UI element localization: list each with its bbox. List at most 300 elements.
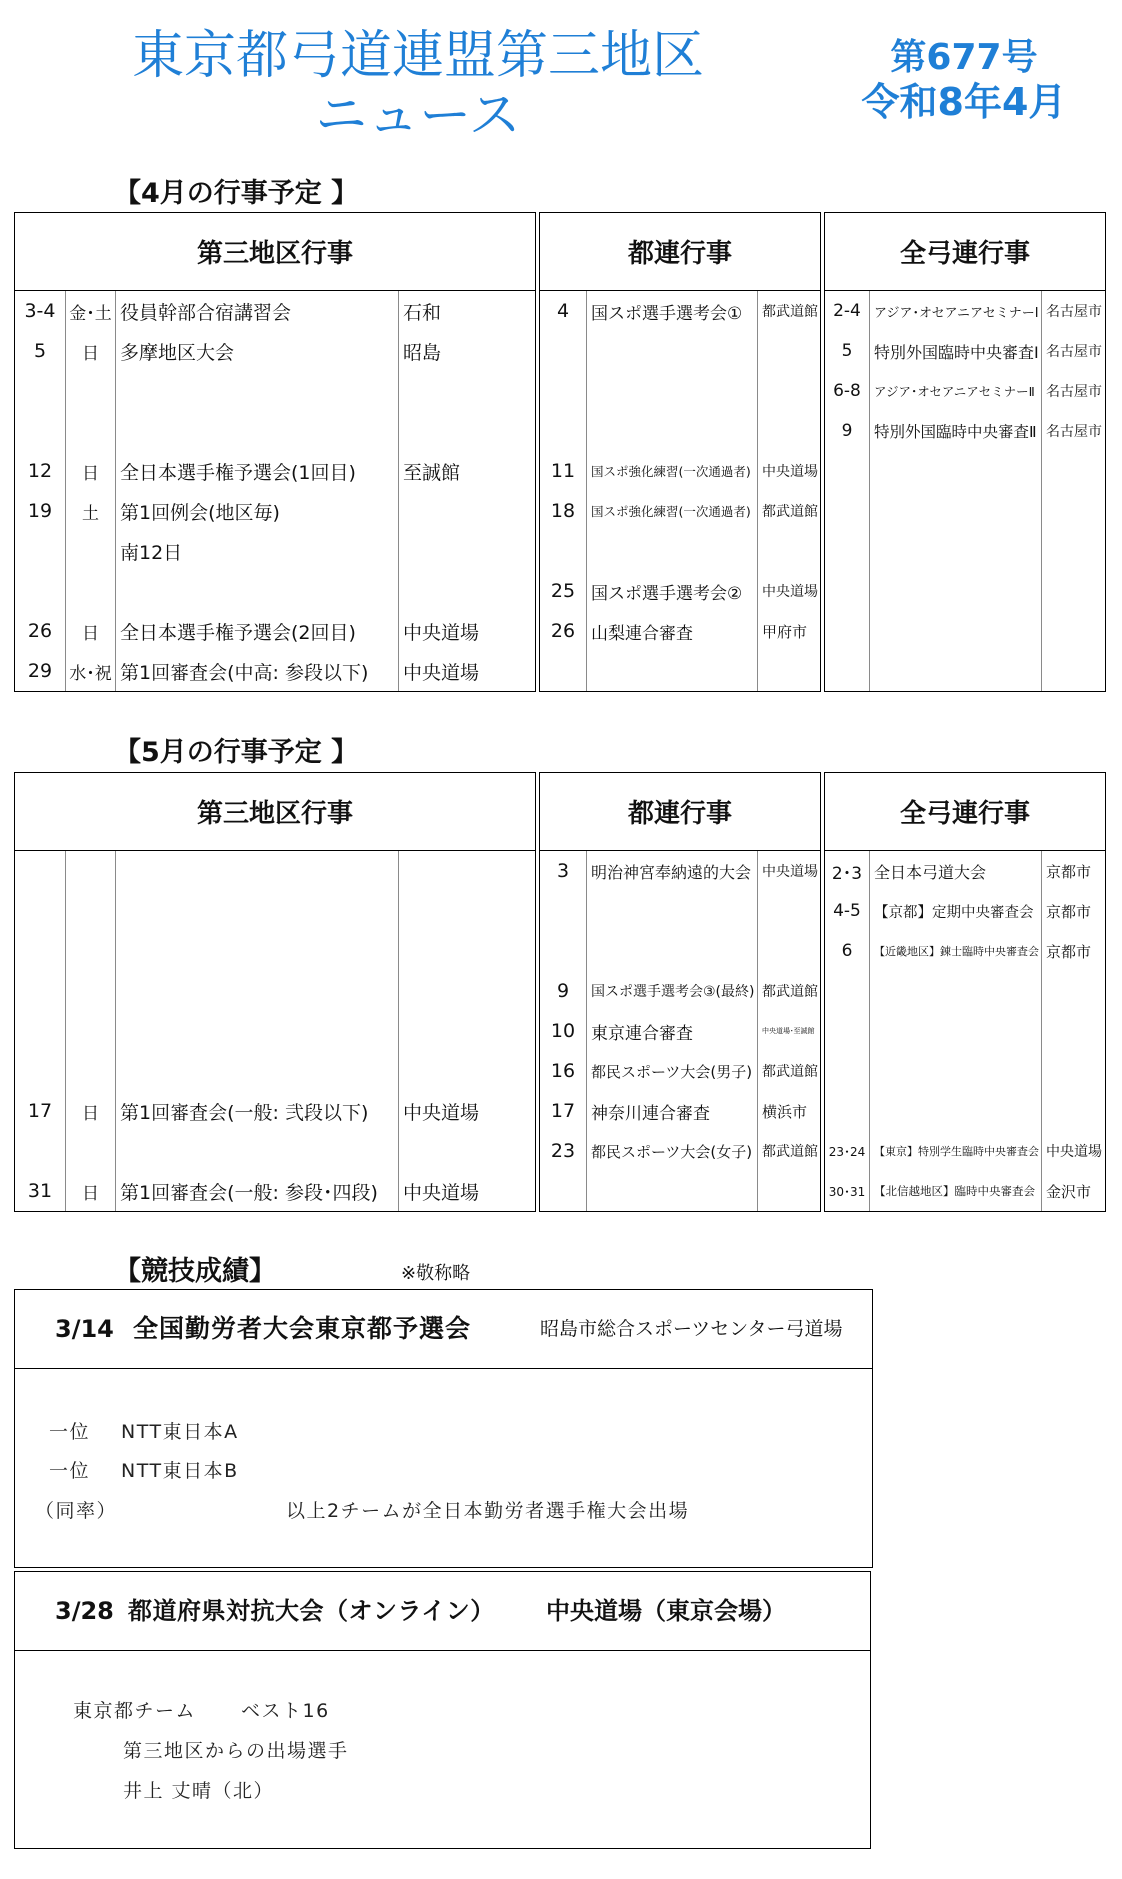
may-district-row-6-day xyxy=(15,1091,66,1131)
april-district-row-2-event xyxy=(116,371,399,411)
toren-day-text: 16 xyxy=(550,1060,576,1082)
may-district-row-0-day xyxy=(15,851,66,891)
title-line-1: 東京都弓道連盟第三地区 xyxy=(131,26,704,86)
april-district-row-4-dow xyxy=(66,451,116,491)
april-zenkyu-row-2-day xyxy=(825,371,870,411)
district-place-text: 石和 xyxy=(403,301,442,324)
may-toren-row-1-place xyxy=(758,891,820,931)
may-district-row-3-place xyxy=(399,971,535,1011)
toren-event-text: 国スポ選手選考会① xyxy=(591,303,743,324)
district-day-text: 19 xyxy=(27,500,53,522)
april-district-row-6-day xyxy=(15,531,66,571)
zenkyu-day-text: 2･3 xyxy=(831,863,863,884)
zenkyu-event-text: 特別外国臨時中央審査Ⅱ xyxy=(874,423,1037,441)
april-toren-row-3-place xyxy=(758,411,820,451)
may-zenkyu-row-4-day xyxy=(825,1011,870,1051)
may-district-row-2-place xyxy=(399,931,535,971)
zenkyu-place-text: 名古屋市 xyxy=(1046,304,1102,320)
district-dow-text: 金･土 xyxy=(69,303,112,324)
april-district-row-8-place xyxy=(399,611,535,651)
may-district-row-1-dow xyxy=(66,891,116,931)
april-district-row-5-dow xyxy=(66,491,116,531)
zenkyu-day-text: 5 xyxy=(841,341,853,361)
may-toren-row-0-event xyxy=(587,851,758,891)
may-zenkyu-row-2-place xyxy=(1042,931,1105,971)
april-toren-row-1-place xyxy=(758,331,820,371)
may-toren-row-1-event xyxy=(587,891,758,931)
toren-event-text: 国スポ選手選考会③(最終) xyxy=(591,984,755,1000)
result-2-team: 東京都チーム xyxy=(73,1700,197,1722)
may-zenkyu-row-7-day xyxy=(825,1131,870,1171)
april-zenkyu-row-9-place xyxy=(1042,651,1105,691)
may-zenkyu-row-2-day xyxy=(825,931,870,971)
result-1-rank-2: 一位 xyxy=(49,1460,91,1482)
toren-place-text: 都武道館 xyxy=(762,304,818,320)
district-event-text: 第1回審査会(一般: 弐段以下) xyxy=(120,1101,369,1124)
april-district-row-3-dow xyxy=(66,411,116,451)
may-toren-row-4-day xyxy=(540,1011,587,1051)
april-zenkyu-section xyxy=(824,212,1106,692)
zenkyu-event-text: 【近畿地区】錬士臨時中央審査会 xyxy=(874,945,1039,958)
april-toren-header: 都連行事 xyxy=(540,213,820,291)
april-district-row-7-event xyxy=(116,571,399,611)
district-event-text: 多摩地区大会 xyxy=(120,341,235,364)
april-zenkyu-row-1-place xyxy=(1042,331,1105,371)
may-district-row-7-day xyxy=(15,1131,66,1171)
april-toren-row-2-day xyxy=(540,371,587,411)
result-2-sub-heading: 第三地区からの出場選手 xyxy=(123,1740,349,1762)
may-district-row-1-place xyxy=(399,891,535,931)
may-district-row-8-day xyxy=(15,1171,66,1211)
april-toren-row-1-day xyxy=(540,331,587,371)
district-event-text: 全日本選手権予選会(1回目) xyxy=(120,461,356,484)
april-district-row-9-dow xyxy=(66,651,116,691)
april-zenkyu-row-1-day xyxy=(825,331,870,371)
may-district-row-4-day xyxy=(15,1011,66,1051)
april-toren-row-7-event xyxy=(587,571,758,611)
april-zenkyu-row-7-place xyxy=(1042,571,1105,611)
toren-event-text: 山梨連合審査 xyxy=(591,623,693,644)
zenkyu-day-text: 2-4 xyxy=(833,301,861,321)
april-district-row-3-event xyxy=(116,411,399,451)
may-district-row-0-dow xyxy=(66,851,116,891)
may-toren-row-0-day xyxy=(540,851,587,891)
zenkyu-place-text: 京都市 xyxy=(1046,902,1092,921)
toren-day-text: 11 xyxy=(550,460,576,482)
april-zenkyu-row-6-day xyxy=(825,531,870,571)
may-toren-row-8-day xyxy=(540,1171,587,1211)
may-toren-row-7-day xyxy=(540,1131,587,1171)
toren-event-text: 都民スポーツ大会(女子) xyxy=(591,1142,753,1161)
april-district-row-4-day xyxy=(15,451,66,491)
may-zenkyu-row-5-day xyxy=(825,1051,870,1091)
may-district-row-8-place xyxy=(399,1171,535,1211)
result-box-1 xyxy=(14,1289,873,1568)
district-day-text: 26 xyxy=(27,620,53,642)
april-zenkyu-row-4-event xyxy=(870,451,1042,491)
may-zenkyu-row-0-day xyxy=(825,851,870,891)
may-zenkyu-header: 全弓連行事 xyxy=(825,773,1105,851)
april-district-row-9-place xyxy=(399,651,535,691)
april-district-row-8-dow xyxy=(66,611,116,651)
result-2-player: 井上 丈晴（北） xyxy=(123,1780,275,1802)
district-event-text: 役員幹部合宿講習会 xyxy=(120,301,292,324)
april-toren-row-6-place xyxy=(758,531,820,571)
may-zenkyu-row-5-place xyxy=(1042,1051,1105,1091)
april-zenkyu-row-6-event xyxy=(870,531,1042,571)
april-district-row-0-event xyxy=(116,291,399,331)
may-district-row-3-dow xyxy=(66,971,116,1011)
result-box-2 xyxy=(14,1571,871,1849)
may-district-row-1-day xyxy=(15,891,66,931)
may-toren-row-3-place xyxy=(758,971,820,1011)
may-toren-row-5-place xyxy=(758,1051,820,1091)
zenkyu-place-text: 金沢市 xyxy=(1046,1182,1092,1201)
april-district-row-7-place xyxy=(399,571,535,611)
may-district-row-6-event xyxy=(116,1091,399,1131)
district-day-text: 31 xyxy=(27,1180,53,1202)
result-1-tie-note: （同率） xyxy=(35,1500,118,1522)
toren-event-text: 東京連合審査 xyxy=(591,1023,693,1044)
april-toren-row-3-day xyxy=(540,411,587,451)
april-zenkyu-row-2-place xyxy=(1042,371,1105,411)
may-toren-row-2-event xyxy=(587,931,758,971)
may-district-row-2-event xyxy=(116,931,399,971)
april-zenkyu-row-0-day xyxy=(825,291,870,331)
may-district-row-7-dow xyxy=(66,1131,116,1171)
april-district-row-5-place xyxy=(399,491,535,531)
may-toren-row-7-event xyxy=(587,1131,758,1171)
result-2-placing: ベスト16 xyxy=(241,1700,330,1722)
may-district-row-5-event xyxy=(116,1051,399,1091)
toren-place-text: 甲府市 xyxy=(762,622,808,641)
april-toren-row-5-event xyxy=(587,491,758,531)
may-zenkyu-row-7-place xyxy=(1042,1131,1105,1171)
zenkyu-place-text: 名古屋市 xyxy=(1046,384,1102,400)
april-district-row-9-event xyxy=(116,651,399,691)
may-district-row-5-dow xyxy=(66,1051,116,1091)
district-event-text: 第1回例会(地区毎) xyxy=(120,501,280,524)
april-district-row-1-dow xyxy=(66,331,116,371)
may-district-row-4-event xyxy=(116,1011,399,1051)
district-event-text: 第1回審査会(中高: 参段以下) xyxy=(120,661,369,684)
zenkyu-place-text: 京都市 xyxy=(1046,862,1092,881)
may-district-section xyxy=(14,772,536,1212)
april-district-row-1-day xyxy=(15,331,66,371)
district-dow-text: 日 xyxy=(82,1103,99,1124)
april-district-row-0-dow xyxy=(66,291,116,331)
may-district-row-4-place xyxy=(399,1011,535,1051)
april-toren-row-5-day xyxy=(540,491,587,531)
district-place-text: 至誠館 xyxy=(403,461,461,484)
april-district-row-7-dow xyxy=(66,571,116,611)
april-district-row-6-place xyxy=(399,531,535,571)
district-dow-text: 日 xyxy=(82,343,99,364)
april-zenkyu-row-2-event xyxy=(870,371,1042,411)
april-zenkyu-row-0-place xyxy=(1042,291,1105,331)
toren-place-text: 中央道場･至誠館 xyxy=(762,1027,815,1035)
zenkyu-place-text: 中央道場 xyxy=(1046,1144,1102,1160)
april-zenkyu-row-3-day xyxy=(825,411,870,451)
may-zenkyu-row-3-event xyxy=(870,971,1042,1011)
zenkyu-day-text: 6 xyxy=(841,941,853,961)
april-toren-row-7-day xyxy=(540,571,587,611)
april-toren-row-0-place xyxy=(758,291,820,331)
zenkyu-day-text: 23･24 xyxy=(828,1144,866,1159)
zenkyu-event-text: 【北信越地区】臨時中央審査会 xyxy=(874,1184,1035,1198)
may-toren-row-7-place xyxy=(758,1131,820,1171)
may-toren-row-3-event xyxy=(587,971,758,1011)
april-district-row-2-day xyxy=(15,371,66,411)
april-zenkyu-row-8-place xyxy=(1042,611,1105,651)
toren-day-text: 17 xyxy=(550,1100,576,1122)
toren-event-text: 国スポ強化練習(一次通過者) xyxy=(591,464,751,479)
result-1-date: 3/14 xyxy=(55,1315,114,1343)
newsletter-title xyxy=(122,26,714,146)
may-heading: 【5月の行事予定 】 xyxy=(114,737,359,768)
may-toren-row-5-day xyxy=(540,1051,587,1091)
april-district-row-5-event xyxy=(116,491,399,531)
district-event-text: 第1回審査会(一般: 参段･四段) xyxy=(120,1181,378,1204)
zenkyu-day-text: 9 xyxy=(841,421,853,441)
april-zenkyu-row-9-day xyxy=(825,651,870,691)
may-zenkyu-row-6-place xyxy=(1042,1091,1105,1131)
april-toren-row-7-place xyxy=(758,571,820,611)
may-zenkyu-row-3-place xyxy=(1042,971,1105,1011)
april-toren-row-9-event xyxy=(587,651,758,691)
result-1-remark: 以上2チームが全日本勤労者選手権大会出場 xyxy=(286,1500,690,1522)
april-toren-body xyxy=(540,291,820,691)
may-district-row-3-event xyxy=(116,971,399,1011)
may-district-row-2-day xyxy=(15,931,66,971)
april-toren-row-0-event xyxy=(587,291,758,331)
may-district-row-4-dow xyxy=(66,1011,116,1051)
toren-place-text: 中央道場 xyxy=(762,464,818,480)
may-zenkyu-row-8-event xyxy=(870,1171,1042,1211)
toren-day-text: 25 xyxy=(550,580,576,602)
result-1-title: 全国勤労者大会東京都予選会 xyxy=(133,1314,472,1343)
april-district-row-2-place xyxy=(399,371,535,411)
april-zenkyu-row-5-event xyxy=(870,491,1042,531)
issue-block xyxy=(854,36,1074,124)
zenkyu-event-text: アジア･オセアニアセミナーⅡ xyxy=(874,384,1035,399)
april-district-row-4-event xyxy=(116,451,399,491)
may-zenkyu-row-7-event xyxy=(870,1131,1042,1171)
may-district-row-1-event xyxy=(116,891,399,931)
district-day-text: 17 xyxy=(27,1100,53,1122)
toren-day-text: 4 xyxy=(556,300,570,322)
toren-place-text: 都武道館 xyxy=(762,504,818,520)
april-district-row-2-dow xyxy=(66,371,116,411)
april-toren-row-6-day xyxy=(540,531,587,571)
april-zenkyu-row-1-event xyxy=(870,331,1042,371)
april-zenkyu-row-6-place xyxy=(1042,531,1105,571)
april-toren-section xyxy=(539,212,821,692)
may-zenkyu-row-5-event xyxy=(870,1051,1042,1091)
april-zenkyu-row-3-event xyxy=(870,411,1042,451)
april-zenkyu-header: 全弓連行事 xyxy=(825,213,1105,291)
april-zenkyu-row-8-day xyxy=(825,611,870,651)
toren-day-text: 10 xyxy=(550,1020,576,1042)
april-zenkyu-row-3-place xyxy=(1042,411,1105,451)
toren-place-text: 横浜市 xyxy=(762,1102,808,1121)
april-toren-row-2-event xyxy=(587,371,758,411)
results-heading: 【競技成績】 xyxy=(114,1256,276,1287)
zenkyu-place-text: 名古屋市 xyxy=(1046,424,1102,440)
may-zenkyu-row-6-event xyxy=(870,1091,1042,1131)
district-place-text: 中央道場 xyxy=(403,1101,480,1124)
april-zenkyu-body xyxy=(825,291,1105,691)
district-dow-text: 日 xyxy=(82,463,99,484)
may-district-row-5-place xyxy=(399,1051,535,1091)
result-1-team-2: NTT東日本B xyxy=(121,1460,239,1482)
district-place-text: 中央道場 xyxy=(403,1181,480,1204)
april-district-row-1-place xyxy=(399,331,535,371)
may-toren-row-8-place xyxy=(758,1171,820,1211)
honorifics-note: ※敬称略 xyxy=(401,1263,471,1284)
may-toren-row-2-day xyxy=(540,931,587,971)
may-toren-section xyxy=(539,772,821,1212)
may-toren-row-4-event xyxy=(587,1011,758,1051)
may-toren-header: 都連行事 xyxy=(540,773,820,851)
april-district-row-6-dow xyxy=(66,531,116,571)
april-toren-row-8-event xyxy=(587,611,758,651)
district-day-text: 12 xyxy=(27,460,53,482)
april-zenkyu-row-9-event xyxy=(870,651,1042,691)
april-toren-row-9-day xyxy=(540,651,587,691)
april-district-row-0-day xyxy=(15,291,66,331)
district-dow-text: 日 xyxy=(82,623,99,644)
zenkyu-day-text: 30･31 xyxy=(828,1184,866,1199)
may-toren-row-2-place xyxy=(758,931,820,971)
district-event-text: 全日本選手権予選会(2回目) xyxy=(120,621,356,644)
may-zenkyu-row-1-event xyxy=(870,891,1042,931)
april-toren-row-9-place xyxy=(758,651,820,691)
may-zenkyu-row-1-place xyxy=(1042,891,1105,931)
may-toren-row-4-place xyxy=(758,1011,820,1051)
may-district-row-7-place xyxy=(399,1131,535,1171)
may-toren-body xyxy=(540,851,820,1211)
may-toren-row-0-place xyxy=(758,851,820,891)
may-district-row-7-event xyxy=(116,1131,399,1171)
may-zenkyu-body xyxy=(825,851,1105,1211)
may-district-body xyxy=(15,851,535,1211)
april-toren-row-4-event xyxy=(587,451,758,491)
april-zenkyu-row-5-place xyxy=(1042,491,1105,531)
result-1-venue: 昭島市総合スポーツセンター弓道場 xyxy=(540,1318,843,1340)
district-place-text: 中央道場 xyxy=(403,621,480,644)
may-toren-row-3-day xyxy=(540,971,587,1011)
toren-event-text: 都民スポーツ大会(男子) xyxy=(591,1062,753,1081)
result-1-team-1: NTT東日本A xyxy=(121,1421,239,1443)
result-1-rank-1: 一位 xyxy=(49,1421,91,1443)
result-1-header xyxy=(15,1290,872,1369)
april-district-body xyxy=(15,291,535,691)
april-district-section xyxy=(14,212,536,692)
district-place-text: 中央道場 xyxy=(403,661,480,684)
toren-event-text: 国スポ強化練習(一次通過者) xyxy=(591,504,751,519)
result-2-venue: 中央道場（東京会場） xyxy=(546,1597,786,1625)
may-toren-row-6-place xyxy=(758,1091,820,1131)
april-heading: 【4月の行事予定 】 xyxy=(114,178,359,209)
may-zenkyu-row-3-day xyxy=(825,971,870,1011)
may-zenkyu-row-0-place xyxy=(1042,851,1105,891)
toren-event-text: 神奈川連合審査 xyxy=(591,1103,710,1124)
may-zenkyu-row-4-place xyxy=(1042,1011,1105,1051)
may-district-row-8-event xyxy=(116,1171,399,1211)
may-district-row-0-place xyxy=(399,851,535,891)
april-district-row-6-event xyxy=(116,531,399,571)
toren-day-text: 26 xyxy=(550,620,576,642)
title-line-2: ニュース xyxy=(315,86,521,146)
district-dow-text: 土 xyxy=(82,503,99,524)
april-zenkyu-row-7-event xyxy=(870,571,1042,611)
district-event-text: 南12日 xyxy=(120,541,183,564)
april-district-row-8-day xyxy=(15,611,66,651)
district-dow-text: 日 xyxy=(82,1183,99,1204)
district-dow-text: 水･祝 xyxy=(69,663,112,684)
april-district-header: 第三地区行事 xyxy=(15,213,535,291)
april-district-row-0-place xyxy=(399,291,535,331)
april-district-row-3-place xyxy=(399,411,535,451)
zenkyu-event-text: 特別外国臨時中央審査Ⅰ xyxy=(874,342,1039,362)
april-district-row-9-day xyxy=(15,651,66,691)
april-toren-row-1-event xyxy=(587,331,758,371)
april-zenkyu-row-8-event xyxy=(870,611,1042,651)
result-2-header xyxy=(15,1572,870,1651)
may-district-row-6-dow xyxy=(66,1091,116,1131)
toren-place-text: 中央道場 xyxy=(762,584,818,600)
april-district-row-3-day xyxy=(15,411,66,451)
toren-event-text: 国スポ選手選考会② xyxy=(591,583,743,604)
april-zenkyu-row-0-event xyxy=(870,291,1042,331)
april-toren-row-2-place xyxy=(758,371,820,411)
may-zenkyu-row-1-day xyxy=(825,891,870,931)
district-day-text: 29 xyxy=(27,660,53,682)
zenkyu-place-text: 京都市 xyxy=(1046,942,1092,961)
toren-place-text: 都武道館 xyxy=(762,1064,818,1080)
may-district-row-5-day xyxy=(15,1051,66,1091)
may-toren-row-8-event xyxy=(587,1171,758,1211)
toren-event-text: 明治神宮奉納遠的大会 xyxy=(591,862,752,882)
may-toren-row-5-event xyxy=(587,1051,758,1091)
zenkyu-day-text: 4-5 xyxy=(833,901,861,921)
april-district-row-1-event xyxy=(116,331,399,371)
april-toren-row-3-event xyxy=(587,411,758,451)
may-zenkyu-row-2-event xyxy=(870,931,1042,971)
april-toren-row-4-place xyxy=(758,451,820,491)
toren-day-text: 23 xyxy=(550,1140,576,1162)
zenkyu-event-text: アジア･オセアニアセミナーⅠ xyxy=(874,305,1039,321)
may-toren-row-1-day xyxy=(540,891,587,931)
april-toren-row-8-place xyxy=(758,611,820,651)
toren-day-text: 3 xyxy=(556,860,570,882)
april-toren-row-8-day xyxy=(540,611,587,651)
may-toren-row-6-day xyxy=(540,1091,587,1131)
toren-place-text: 都武道館 xyxy=(762,984,818,1000)
zenkyu-day-text: 6-8 xyxy=(833,381,861,401)
may-district-row-8-dow xyxy=(66,1171,116,1211)
april-zenkyu-row-4-place xyxy=(1042,451,1105,491)
april-toren-row-5-place xyxy=(758,491,820,531)
april-toren-row-0-day xyxy=(540,291,587,331)
result-2-title: 都道府県対抗大会（オンライン） xyxy=(128,1597,495,1625)
may-district-row-2-dow xyxy=(66,931,116,971)
april-toren-row-6-event xyxy=(587,531,758,571)
toren-place-text: 都武道館 xyxy=(762,1144,818,1160)
april-zenkyu-row-7-day xyxy=(825,571,870,611)
april-district-row-4-place xyxy=(399,451,535,491)
